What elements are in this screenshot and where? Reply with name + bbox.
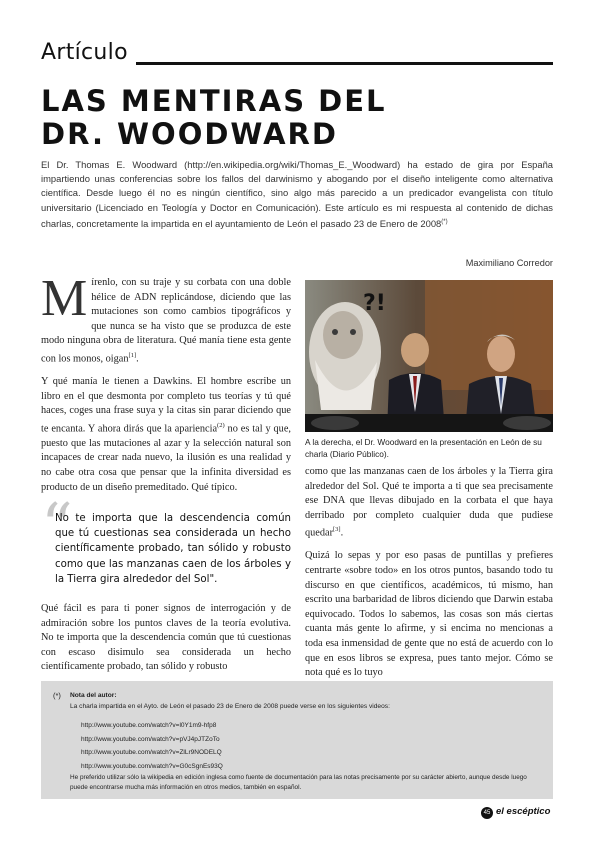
body-column-left-top (41, 270, 291, 503)
article-photo (305, 280, 553, 432)
article-intro (41, 158, 553, 231)
body-column-right (305, 465, 553, 689)
drop-cap: M (41, 270, 88, 327)
paragraph-1: Mírenlo, con su traje y su corbata con una doble hélice de ADN replicándose, diciendo que las mutaciones son como cambios tipográficos y que nunca se ha visto que se produzca de este modo ninguna obra de literatura. Qué manía tiene esta gente con los monos, oigan[1]. (41, 270, 291, 365)
page-number: 45 (481, 807, 493, 819)
video-link[interactable]: http://www.youtube.com/watch?v=l0Y1m9-hfp8 (81, 722, 217, 729)
sign-text: ?! (363, 291, 386, 316)
author-byline: Maximiliano Corredor (465, 258, 553, 268)
note-marker: (*) (53, 691, 61, 700)
video-link[interactable]: http://www.youtube.com/watch?v=ZlLr9NODELQ (81, 749, 222, 757)
pull-quote (41, 489, 291, 595)
video-link[interactable]: http://www.youtube.com/watch?v=pVJ4pJTZoTo (81, 735, 220, 743)
magazine-name: el escéptico (496, 806, 551, 817)
video-link[interactable]: http://www.youtube.com/watch?v=G0cSgnEs93Q (81, 762, 223, 770)
note-body: La charla impartida en el Ayto. de León el pasado 23 de Enero de 2008 puede verse en los siguientes videos: (70, 703, 390, 710)
note-remark: He preferido utilizar sólo la wikipedia en edición inglesa como fuente de documentación para las notas precisamente por su carácter abierto, aunque desde luego puede encontrarse mucha más información en otros medios, también en español. (70, 774, 527, 791)
intro-note-ref: (*) (441, 218, 448, 225)
headline-line-1: LAS MENTIRAS DEL (41, 84, 387, 118)
photo-caption: A la derecha, el Dr. Woodward en la presentación en León de su charla (Diario Público). (305, 437, 542, 459)
quote-mark-icon: “ (41, 489, 73, 562)
paragraph-3: Qué fácil es para ti poner signos de interrogación y de admiración sobre los puntos claves de la teoría evolutiva. No te importa que la descendencia común que tú cuestionas con escaso disimulo sea considerada un hecho científicamente probado, tan sólido y robusto (41, 603, 291, 673)
video-link-list (81, 719, 223, 773)
paragraph-2: Y qué manía le tienen a Dawkins. El hombre escribe un libro en el que desmonta por completo tus teorías y tú qué haces, coges una frase suya y la citas sin parar diciendo que te encanta. Y ahora dirás que la apariencia$^{(2)}$ no es tal y que, puesto que las mutaciones al azar y la selección natural son incapaces de crear nada nuevo, la ilusión es una realidad y no cabe otra cosa que pensar que la infinita diversidad es producto de un diseño premeditado. Qué típico. (41, 375, 291, 493)
section-divider (136, 62, 553, 65)
author-note-box (41, 681, 553, 799)
paragraph-4: Quizá lo sepas y por eso pasas de puntillas y prefieres centrarte «sobre todo» en los otros puntos, basando todo tu discurso en que científicos, académicos, tú mismo, han escrito una barbaridad de libros diciendo que Darwin estaba equivocado. Todos lo sabemos, las cosas son más ciertas cuanta más gente lo afirme, y si encima no mencionas a toda esa inmensidad de gente que no está de acuerdo con lo que en esos libros se expresa, pues tanto mejor. Cómo se nota qué es lo tuyo (305, 550, 553, 679)
note-title: Nota del autor: (70, 692, 117, 699)
paragraph-3-continued: como que las manzanas caen de los árboles y la Tierra gira alrededor del Sol. Qué te importa a ti que sea precisamente ese DNA que llevas dibujado en la corbata el que haya derribado por completo cualquier duda que pudiese quedar[3]. (305, 466, 553, 539)
article-headline (41, 85, 561, 151)
photo-illustration (305, 280, 553, 432)
pull-quote-text: No te importa que la descendencia común que tú cuestionas sea considerada un hecho científicamente probado, tan sólido y robusto como que las manzanas caen de los árboles y la Tierra gira alrededor del Sol". (55, 513, 291, 585)
headline-line-2: DR. WOODWARD (41, 117, 338, 151)
body-column-left-bottom (41, 602, 291, 683)
intro-text: El Dr. Thomas E. Woodward (http://en.wikipedia.org/wiki/Thomas_E._Woodward) ha estado de gira por España impartiendo unas conferencias sobre los fallos del darwinismo y abogando por el diseño inteligente como alternativa científica. Desde luego él no es ningún científico, sino algo más parecido a un predicador evangelista con título universitario (Licenciado en Teología y Doctor en Comunicación). Este artículo es mi respuesta al contenido de dichas charlas, concretamente la impartida en el ayuntamiento de León el pasado 23 de Enero de 2008 (41, 159, 553, 229)
section-label: Artículo (41, 40, 128, 65)
